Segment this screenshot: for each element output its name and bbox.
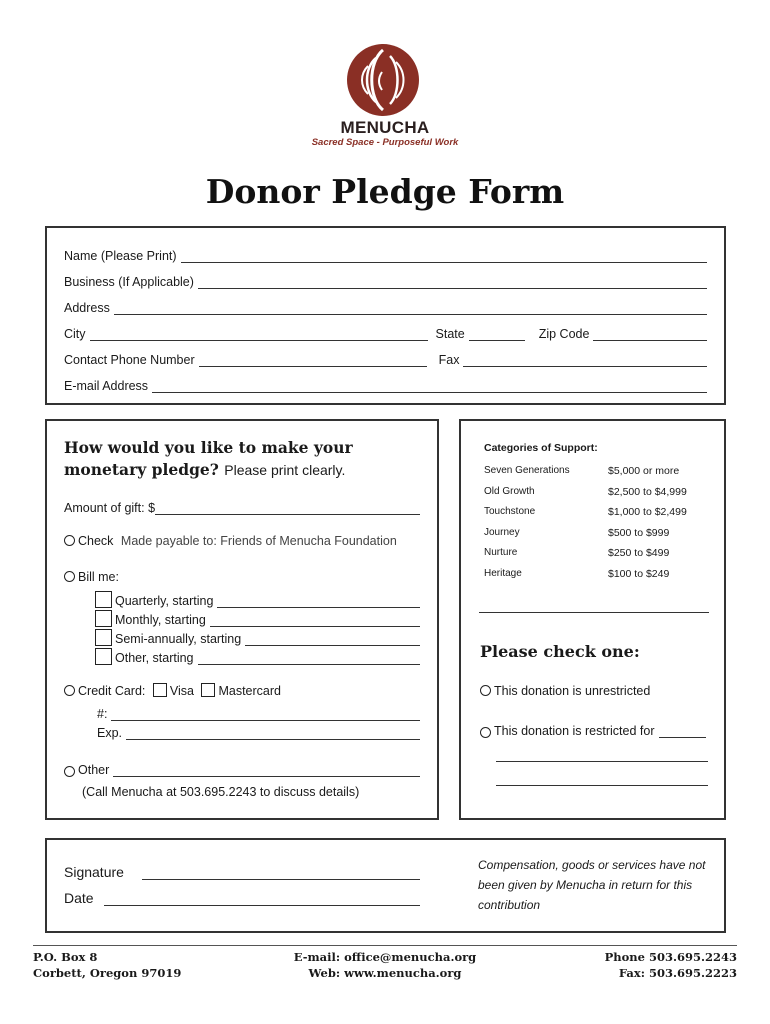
restricted-option[interactable] — [480, 720, 706, 738]
monthly-checkbox[interactable] — [95, 610, 112, 627]
other-radio[interactable] — [64, 766, 75, 777]
other-start-checkbox[interactable] — [95, 648, 112, 665]
contact-info-section — [45, 226, 726, 405]
state-field[interactable] — [469, 328, 525, 341]
date-field[interactable] — [64, 888, 420, 906]
categories-heading: Categories of Support: — [484, 442, 598, 454]
restricted-line[interactable] — [496, 785, 708, 786]
footer-address — [33, 949, 181, 981]
fax-field[interactable] — [463, 354, 707, 367]
business-field[interactable] — [64, 271, 707, 289]
name-field[interactable] — [64, 245, 707, 263]
card-expiry-label: Exp. — [97, 726, 123, 740]
category-range: $5,000 or more — [608, 465, 680, 477]
divider — [479, 612, 709, 613]
signature-section — [45, 838, 726, 933]
footer-web[interactable]: Web: www.menucha.org — [308, 966, 462, 980]
categories-section — [459, 419, 726, 820]
check-one-heading: Please check one: — [480, 642, 640, 661]
check-option[interactable] — [64, 534, 397, 548]
state-label: State — [435, 327, 465, 341]
category-range: $1,000 to $2,499 — [608, 506, 687, 518]
fax-label: Fax — [438, 353, 460, 367]
zip-label: Zip Code — [538, 327, 590, 341]
credit-card-radio[interactable] — [64, 685, 75, 696]
address-field[interactable] — [64, 297, 707, 315]
signature-field[interactable] — [64, 862, 420, 880]
pledge-method-section — [45, 419, 439, 820]
city-field[interactable] — [90, 328, 428, 341]
card-number-label: #: — [97, 707, 108, 721]
visa-label: Visa — [169, 684, 194, 698]
other-label: Other — [78, 763, 110, 777]
quarterly-checkbox[interactable] — [95, 591, 112, 608]
category-range: $100 to $249 — [608, 568, 670, 580]
phone-fax-row — [64, 349, 707, 367]
semiannual-checkbox[interactable] — [95, 629, 112, 646]
quarterly-label: Quarterly, starting — [115, 594, 214, 608]
category-range: $250 to $499 — [608, 547, 670, 559]
other-note: (Call Menucha at 503.695.2243 to discuss details) — [82, 785, 360, 799]
bill-semiannual[interactable] — [95, 628, 420, 646]
other-option[interactable] — [64, 759, 420, 777]
credit-card-label: Credit Card: — [78, 684, 146, 698]
address-label: Address — [64, 301, 110, 315]
bill-quarterly[interactable] — [95, 590, 420, 608]
category-name: Heritage — [484, 568, 522, 579]
unrestricted-radio[interactable] — [480, 685, 491, 696]
page-title: Donor Pledge Form — [205, 172, 565, 211]
business-label: Business (If Applicable) — [64, 275, 194, 289]
bill-radio[interactable] — [64, 571, 75, 582]
email-label: E-mail Address — [64, 379, 149, 393]
credit-card-option[interactable] — [64, 683, 281, 698]
footer-phone: Phone 503.695.2243 — [604, 950, 737, 964]
semiannual-label: Semi-annually, starting — [115, 632, 242, 646]
card-expiry-field[interactable] — [97, 722, 420, 740]
email-field[interactable] — [64, 375, 707, 393]
category-name: Nurture — [484, 547, 518, 558]
mastercard-label: Mastercard — [218, 684, 281, 698]
amount-label: Amount of gift: $ — [64, 501, 156, 515]
phone-field[interactable] — [199, 354, 427, 367]
unrestricted-option[interactable] — [480, 684, 650, 698]
footer-online — [235, 949, 535, 981]
footer-phone-fax — [605, 949, 737, 981]
category-name: Seven Generations — [484, 465, 570, 476]
name-label: Name (Please Print) — [64, 249, 177, 263]
footer-divider — [33, 945, 737, 946]
bill-label: Bill me: — [78, 570, 119, 584]
bill-other[interactable] — [95, 647, 420, 665]
city-line: Corbett, Oregon 97019 — [33, 966, 182, 980]
category-name: Touchstone — [484, 506, 536, 517]
city-label: City — [64, 327, 86, 341]
brand-tagline: Sacred Space - Purposeful Work — [311, 137, 459, 148]
visa-checkbox[interactable] — [153, 683, 167, 697]
signature-label: Signature — [64, 864, 124, 880]
pledge-question: How would you like to make your monetary pledge? Please print clearly. — [64, 438, 353, 479]
disclaimer: Compensation, goods or services have not been given by Menucha in return for this contribution — [478, 858, 706, 912]
monthly-label: Monthly, starting — [115, 613, 206, 627]
city-state-zip-row — [64, 323, 707, 341]
amount-field[interactable] — [64, 497, 420, 515]
footer-email[interactable]: E-mail: office@menucha.org — [293, 950, 477, 964]
phone-label: Contact Phone Number — [64, 353, 195, 367]
footer-fax: Fax: 503.695.2223 — [618, 966, 737, 980]
mastercard-checkbox[interactable] — [201, 683, 215, 697]
restricted-line[interactable] — [496, 761, 708, 762]
po-box: P.O. Box 8 — [33, 950, 98, 964]
unrestricted-label: This donation is unrestricted — [494, 684, 651, 698]
bill-monthly[interactable] — [95, 609, 420, 627]
category-name: Old Growth — [484, 486, 535, 497]
pledge-question-note: Please print clearly. — [224, 462, 346, 478]
zip-field[interactable] — [593, 328, 707, 341]
check-note: Made payable to: Friends of Menucha Foundation — [120, 534, 397, 548]
card-number-field[interactable] — [97, 703, 420, 721]
category-range: $500 to $999 — [608, 527, 670, 539]
category-range: $2,500 to $4,999 — [608, 486, 687, 498]
brand-name: MENUCHA — [340, 118, 430, 137]
restricted-radio[interactable] — [480, 727, 491, 738]
other-start-label: Other, starting — [115, 651, 194, 665]
date-label: Date — [64, 890, 94, 906]
restricted-label: This donation is restricted for — [494, 724, 655, 738]
category-name: Journey — [484, 527, 520, 538]
bill-option[interactable] — [64, 570, 119, 584]
check-label: Check — [78, 534, 114, 548]
check-radio[interactable] — [64, 535, 75, 546]
